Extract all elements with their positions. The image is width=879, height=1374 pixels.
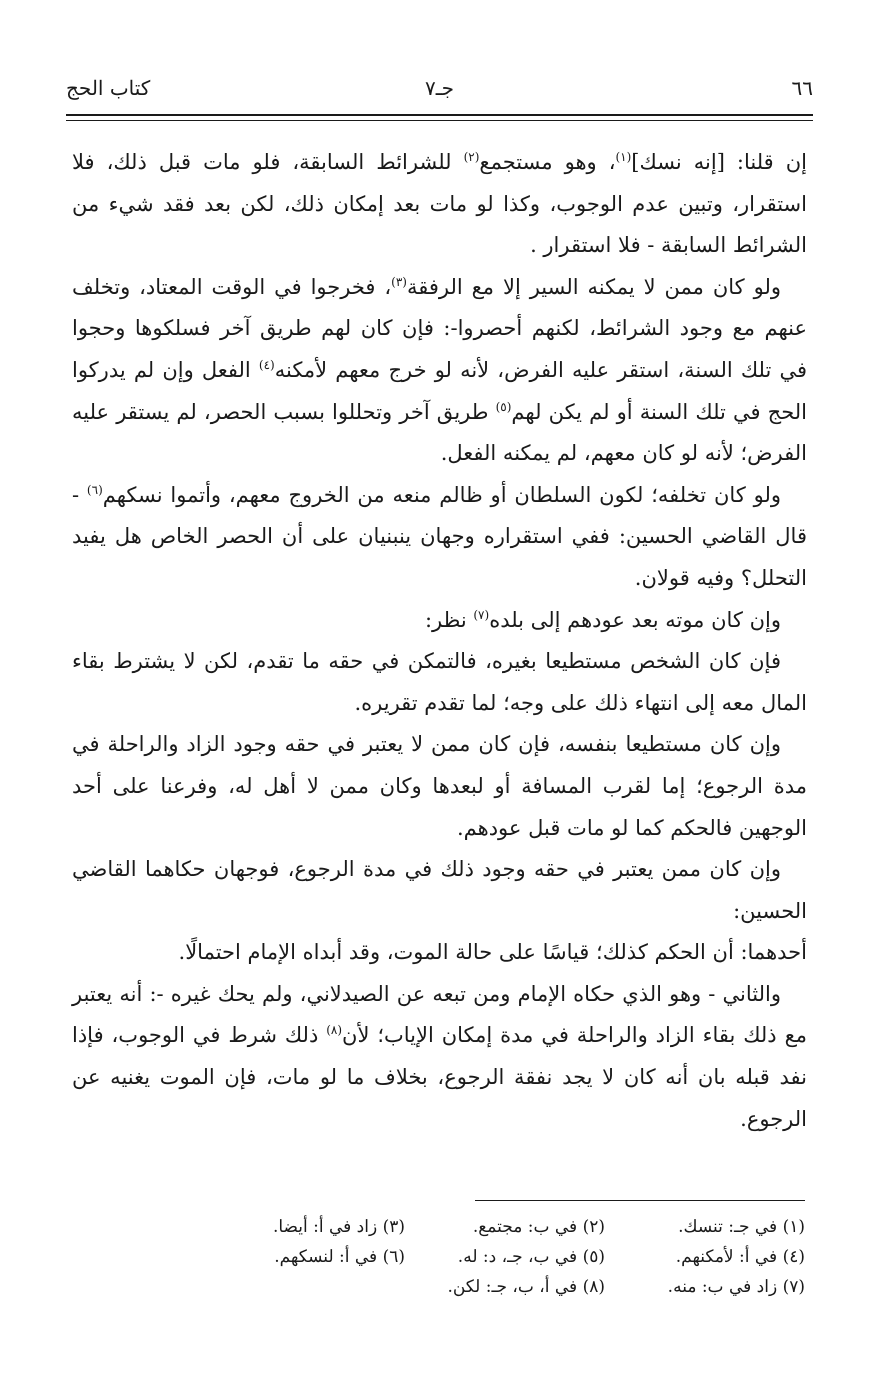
footnotes bbox=[150, 1212, 805, 1302]
footnote-row bbox=[150, 1242, 805, 1272]
footnote-5: (٥) في ب، جـ، د: له. bbox=[457, 1247, 605, 1267]
paragraph-5: فإن كان الشخص مستطيعا بغيره، فالتمكن في حقه ما تقدم، لكن لا يشترط بقاء المال معه إلى انتهاء ذلك على وجه؛ لما تقدم تقريره. bbox=[72, 649, 807, 715]
paragraph-4: وإن كان موته بعد عودهم إلى بلده$^{(٧)}$ نظر: bbox=[424, 607, 781, 632]
footnote-ref-3: (٣) bbox=[391, 274, 407, 289]
paragraph-3: ولو كان تخلفه؛ لكون السلطان أو ظالم منعه من الخروج معهم، وأتموا نسكهم$^{(٦)}$ - قال القاضي الحسين: ففي استقراره وجهان ينبنيان على أن الحصر الخاص هل يفيد التحلل؟ وفيه قولان. bbox=[72, 482, 807, 590]
footnote-row bbox=[150, 1272, 805, 1302]
footnote-ref-2: (٢) bbox=[463, 150, 480, 164]
footnote-3: (٣) زاد في أ: أيضا. bbox=[272, 1217, 405, 1237]
footnote-ref-4: (٤) bbox=[258, 357, 275, 372]
paragraph-1: إن قلنا: [إنه نسك]$^{(١)}$، وهو مستجمع$^{(٢)}$ للشرائط السابقة، فلو مات قبل ذلك، فلا استقرار، وتبين عدم الوجوب، وكذا لو مات بعد إمكان ذلك، لكن بعد فقد شيء من الشرائط السابقة - فلا استقرار . bbox=[72, 150, 807, 258]
footnote-ref-7: (٧) bbox=[473, 607, 490, 622]
paragraph-7: وإن كان ممن يعتبر في حقه وجود ذلك في مدة الرجوع، فوجهان حكاهما القاضي الحسين: bbox=[72, 857, 807, 923]
running-header bbox=[66, 76, 813, 112]
footnote-4: (٤) في أ: لأمكنهم. bbox=[675, 1247, 805, 1267]
footnote-8: (٨) في أ، ب، جـ: لكن. bbox=[447, 1277, 605, 1297]
page-number: ٦٦ bbox=[791, 76, 813, 100]
footnote-ref-6: (٦) bbox=[86, 482, 103, 497]
footnote-row bbox=[150, 1212, 805, 1242]
paragraph-9: والثاني - وهو الذي حكاه الإمام ومن تبعه عن الصيدلاني، ولم يحك غيره -: أنه يعتبر مع ذلك بقاء الزاد والراحلة في مدة إمكان الإياب؛ لأن$^{(٨)}$ ذلك شرط في الوجوب، فإذا نفد قبله بان أنه كان لا يجد نفقة الرجوع، بخلاف ما لو مات، فإن الموت يغنيه عن الرجوع. bbox=[72, 981, 807, 1131]
footnote-ref-1: (١) bbox=[615, 150, 632, 164]
footnote-ref-5: (٥) bbox=[495, 399, 512, 414]
footnote-ref-8: (٨) bbox=[326, 1023, 343, 1038]
paragraph-8: أحدهما: أن الحكم كذلك؛ قياسًا على حالة الموت، وقد أبداه الإمام احتمالًا. bbox=[178, 940, 807, 965]
main-text bbox=[72, 142, 807, 1140]
footnote-6: (٦) في أ: لنسكهم. bbox=[274, 1247, 405, 1267]
header-rule-thin bbox=[66, 120, 813, 121]
paragraph-2: ولو كان ممن لا يمكنه السير إلا مع الرفقة$^{(٣)}$، فخرجوا في الوقت المعتاد، وتخلف عنهم مع وجود الشرائط، لكنهم أحصروا-: فإن كان لهم طريق آخر فسلكوها وحجوا في تلك السنة، استقر عليه الفرض، لأنه لو خرج معهم لأمكنه$^{(٤)}$ الفعل وإن لم يدركوا الحج في تلك السنة أو لم يكن لهم$^{(٥)}$ طريق آخر وتحللوا بسبب الحصر، لم يستقر عليه الفرض؛ لأنه لو كان معهم، لم يمكنه الفعل. bbox=[72, 274, 807, 466]
footnote-7: (٧) زاد في ب: منه. bbox=[667, 1277, 805, 1297]
footnote-2: (٢) في ب: مجتمع. bbox=[472, 1217, 605, 1237]
book-title: كتاب الحج bbox=[66, 76, 151, 100]
paragraph-6: وإن كان مستطيعا بنفسه، فإن كان ممن لا يعتبر في حقه وجود الزاد والراحلة في مدة الرجوع؛ إما لقرب المسافة أو لبعدها وكان ممن لا أهل له، وفرعنا على أحد الوجهين فالحكم كما لو مات قبل عودهم. bbox=[72, 732, 807, 840]
volume-label: جـ٧ bbox=[425, 76, 454, 100]
header-rule-thick bbox=[66, 114, 813, 116]
footnote-1: (١) في جـ: تنسك. bbox=[678, 1217, 805, 1237]
footnote-separator bbox=[475, 1200, 805, 1201]
